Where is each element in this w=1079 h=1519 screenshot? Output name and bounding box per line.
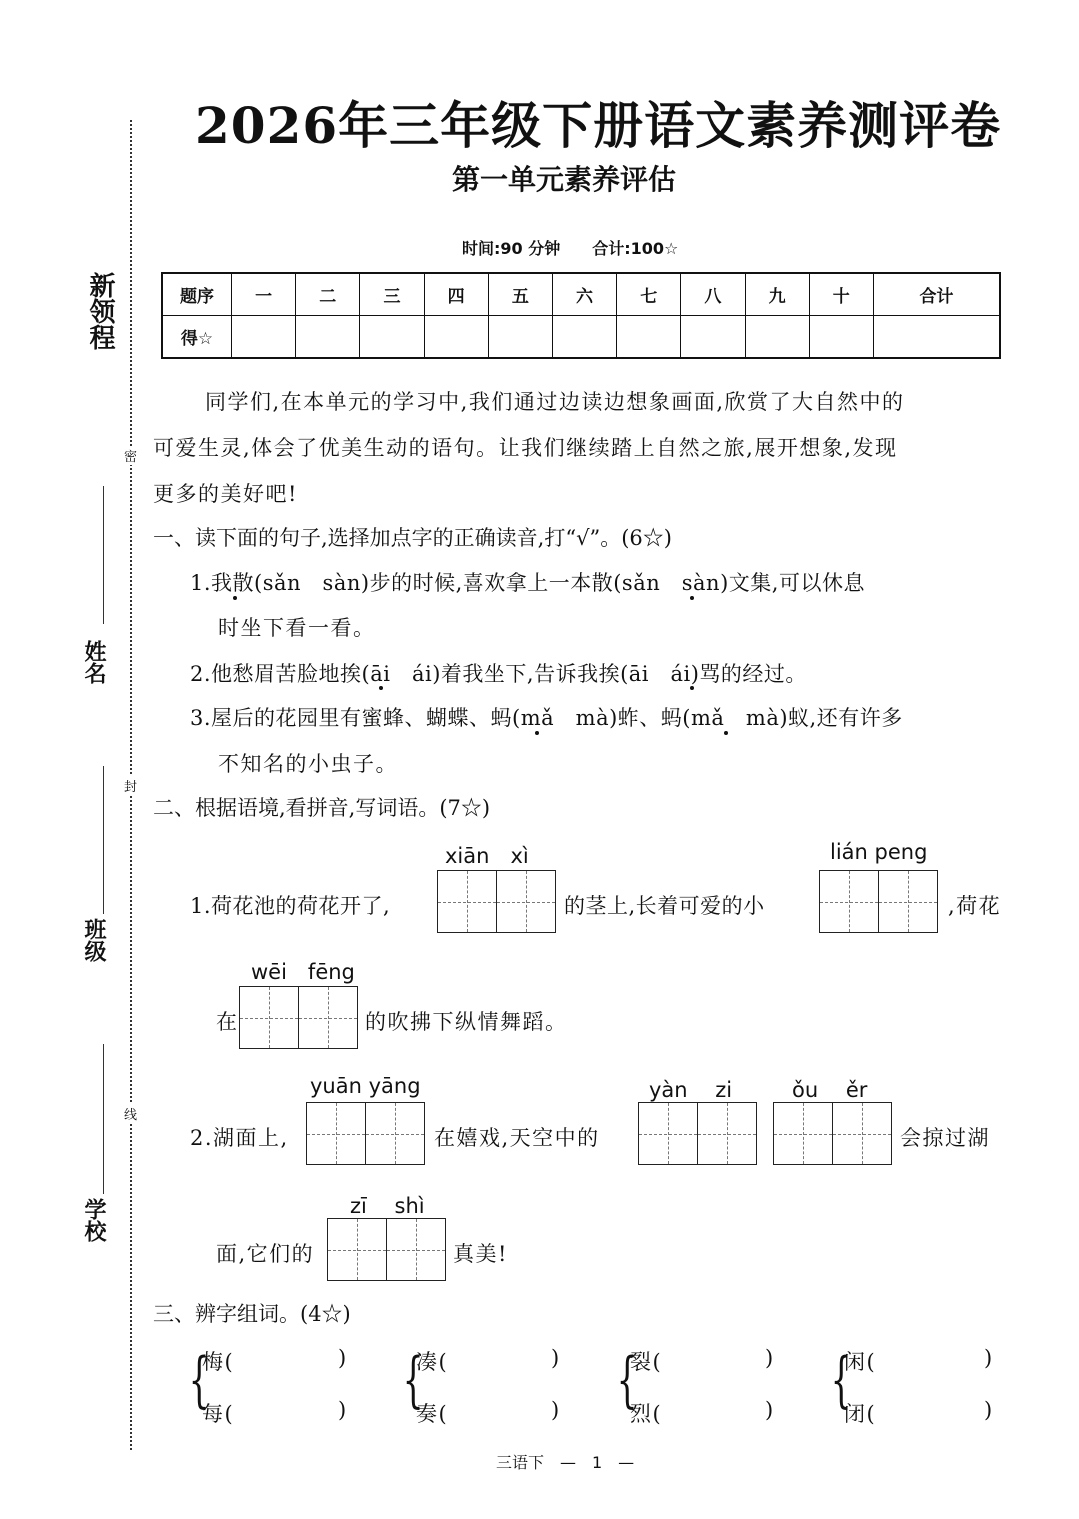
- score-col: 九: [745, 273, 809, 316]
- time-info: 时间:90 分钟 合计:100☆: [462, 239, 679, 258]
- score-cell[interactable]: [232, 316, 296, 359]
- class-blank[interactable]: [103, 766, 104, 914]
- score-cell[interactable]: [488, 316, 552, 359]
- pair-2-top-close[interactable]: ): [551, 1346, 561, 1370]
- s2-q1-text-2: 的茎上,长着可爱的小: [564, 894, 765, 918]
- pair-3-top-close[interactable]: ): [765, 1346, 775, 1370]
- answer-grid-lianpeng[interactable]: [819, 870, 936, 933]
- score-cell[interactable]: [360, 316, 424, 359]
- score-col: 十: [809, 273, 873, 316]
- s2-q2-text-1: 2.湖面上,: [190, 1126, 289, 1150]
- pair-2-top: 凑(: [416, 1350, 449, 1374]
- score-col: 六: [552, 273, 616, 316]
- intro-line-2: 可爱生灵,体会了优美生动的语句。让我们继续踏上自然之旅,展开想象,发现: [153, 436, 898, 460]
- brace-1: {: [188, 1345, 210, 1415]
- s2-q2-line2-text-2: 真美!: [453, 1242, 508, 1266]
- answer-grid-zishi[interactable]: [327, 1218, 444, 1281]
- score-col: 一: [232, 273, 296, 316]
- pinyin-lianpeng: lián peng: [830, 840, 928, 864]
- score-cell[interactable]: [745, 316, 809, 359]
- s2-q1-line2-text-2: 的吹拂下纵情舞蹈。: [365, 1010, 568, 1034]
- score-col: 四: [424, 273, 488, 316]
- pair-4-bottom: 闭(: [844, 1402, 877, 1426]
- brace-4: {: [830, 1345, 852, 1415]
- pair-3-top: 裂(: [630, 1350, 663, 1374]
- pair-1-bottom: 每(: [202, 1402, 235, 1426]
- score-row-header: 题序: [162, 273, 232, 316]
- emphasis-dot: [379, 686, 383, 690]
- s2-q2-text-2: 在嬉戏,天空中的: [434, 1126, 600, 1150]
- score-col: 七: [617, 273, 681, 316]
- brand-logo-text: 新领程: [85, 272, 115, 350]
- score-row-label: 得☆: [162, 316, 232, 359]
- page-footer: 三语下 — 1 —: [496, 1453, 635, 1472]
- s2-q1-line2-text-1: 在: [216, 1010, 239, 1034]
- page-title: 2026年三年级下册语文素养测评卷: [195, 96, 1002, 155]
- score-col: 二: [296, 273, 360, 316]
- school-label: 学校: [81, 1198, 106, 1242]
- score-cell[interactable]: [809, 316, 873, 359]
- page-subtitle: 第一单元素养评估: [452, 163, 677, 196]
- pinyin-yanzi: yàn zi: [649, 1078, 733, 1102]
- section-1-heading: 一、读下面的句子,选择加点字的正确读音,打“√”。(6☆): [153, 526, 672, 550]
- school-blank[interactable]: [103, 1044, 104, 1194]
- section-2-heading: 二、根据语境,看拼音,写词语。(7☆): [153, 796, 491, 820]
- pair-4-top-close[interactable]: ): [984, 1346, 994, 1370]
- brace-2: {: [402, 1345, 424, 1415]
- s1-q1-line1: 1.我散(sǎn sàn)步的时候,喜欢拿上一本散(sǎn sàn)文集,可以休息: [190, 571, 865, 595]
- seal-char-xian: 线: [124, 1104, 137, 1123]
- intro-line-1: 同学们,在本单元的学习中,我们通过边读边想象画面,欣赏了大自然中的: [205, 390, 905, 414]
- pair-2-bottom-close[interactable]: ): [551, 1398, 561, 1422]
- score-cell[interactable]: [681, 316, 745, 359]
- emphasis-dot: [233, 596, 237, 600]
- pinyin-yuanyang: yuān yāng: [310, 1074, 421, 1098]
- intro-line-3: 更多的美好吧!: [153, 482, 298, 506]
- brace-3: {: [616, 1345, 638, 1415]
- pair-1-top: 梅(: [202, 1350, 235, 1374]
- score-cell[interactable]: [617, 316, 681, 359]
- s1-q3-line2: 不知名的小虫子。: [218, 752, 398, 776]
- pinyin-ouer: ǒu ěr: [792, 1078, 868, 1102]
- s2-q1-text-1: 1.荷花池的荷花开了,: [190, 894, 391, 918]
- emphasis-dot: [690, 596, 694, 600]
- pinyin-xianxi: xiān xì: [445, 844, 529, 868]
- answer-grid-weifeng[interactable]: [239, 986, 356, 1049]
- score-cell-total[interactable]: [873, 316, 1000, 359]
- s2-q2-line2-text-1: 面,它们的: [216, 1242, 315, 1266]
- name-blank[interactable]: [103, 486, 104, 624]
- name-label: 姓名: [81, 640, 106, 684]
- seal-char-mi: 密: [124, 446, 137, 465]
- emphasis-dot: [724, 731, 728, 735]
- section-3-heading: 三、辨字组词。(4☆): [153, 1302, 351, 1326]
- s1-q1-line2: 时坐下看一看。: [218, 616, 376, 640]
- score-cell[interactable]: [296, 316, 360, 359]
- pinyin-zishi: zī shì: [350, 1194, 425, 1218]
- score-cell[interactable]: [424, 316, 488, 359]
- s2-q2-text-3: 会掠过湖: [900, 1126, 990, 1150]
- pair-3-bottom-close[interactable]: ): [765, 1398, 775, 1422]
- answer-grid-yuanyang[interactable]: [306, 1102, 423, 1165]
- score-cell[interactable]: [552, 316, 616, 359]
- s1-q3-line1: 3.屋后的花园里有蜜蜂、蝴蝶、蚂(mǎ mà)蚱、蚂(mǎ mà)蚁,还有许多: [190, 706, 903, 730]
- score-col-total: 合计: [873, 273, 1000, 316]
- pair-4-top: 闲(: [844, 1350, 877, 1374]
- s1-q2: 2.他愁眉苦脸地挨(āi ái)着我坐下,告诉我挨(āi ái)骂的经过。: [190, 662, 807, 686]
- pinyin-weifeng: wēi fēng: [251, 960, 355, 984]
- emphasis-dot: [535, 731, 539, 735]
- pair-2-bottom: 奏(: [416, 1402, 449, 1426]
- score-col: 五: [488, 273, 552, 316]
- answer-grid-xianxi[interactable]: [437, 870, 554, 933]
- score-table-header-row: [162, 273, 1000, 316]
- pair-1-bottom-close[interactable]: ): [338, 1398, 348, 1422]
- class-label: 班级: [81, 918, 106, 962]
- score-col: 八: [681, 273, 745, 316]
- pair-1-top-close[interactable]: ): [338, 1346, 348, 1370]
- seal-char-feng: 封: [124, 776, 137, 795]
- score-table-score-row: [162, 316, 1000, 359]
- score-col: 三: [360, 273, 424, 316]
- pair-4-bottom-close[interactable]: ): [984, 1398, 994, 1422]
- answer-grid-yanzi[interactable]: [638, 1102, 755, 1165]
- s2-q1-text-3: ,荷花: [948, 894, 1002, 918]
- score-table: [161, 272, 1001, 359]
- pair-3-bottom: 烈(: [630, 1402, 663, 1426]
- answer-grid-ouer[interactable]: [773, 1102, 890, 1165]
- emphasis-dot: [690, 686, 694, 690]
